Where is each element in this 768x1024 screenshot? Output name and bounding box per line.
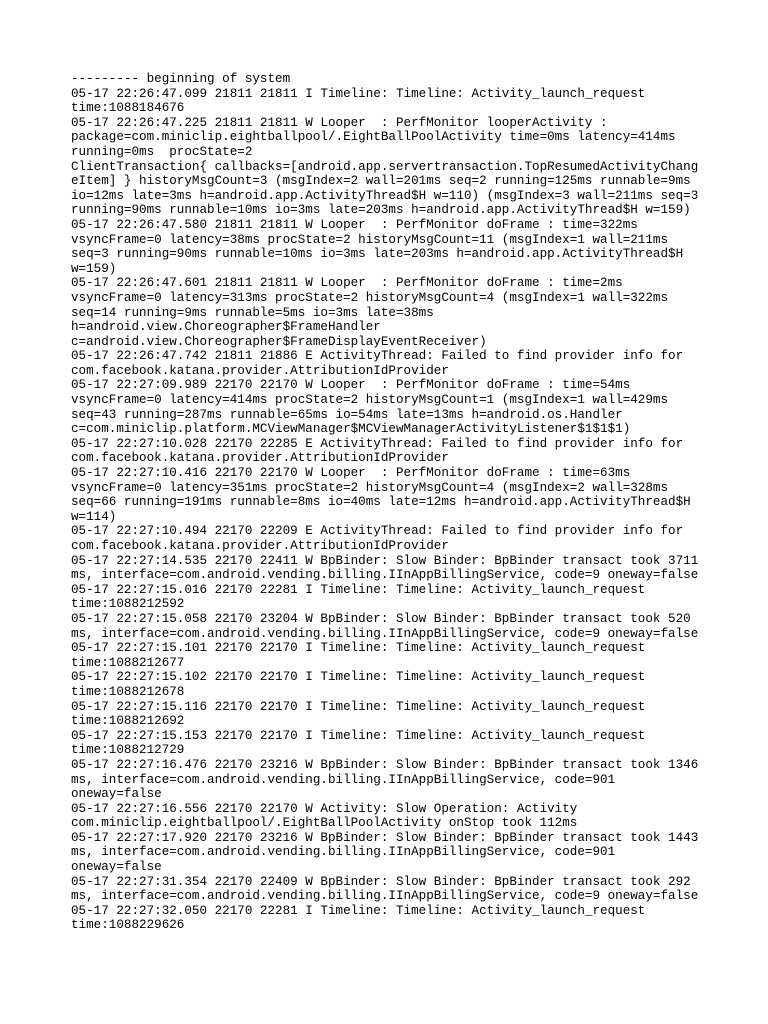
log-line: com.facebook.katana.provider.AttributionIdProvider	[71, 451, 449, 466]
log-line: time:1088212677	[71, 655, 185, 670]
log-line: seq=14 running=9ms runnable=5ms io=3ms late=38ms	[71, 305, 434, 320]
log-line: 05-17 22:27:31.354 22170 22409 W BpBinder: Slow Binder: BpBinder transact took 292	[71, 874, 691, 889]
log-line: c=android.view.Choreographer$FrameDisplayEventReceiver)	[71, 334, 487, 349]
log-line: 05-17 22:26:47.601 21811 21811 W Looper : PerfMonitor doFrame : time=2ms	[71, 276, 623, 291]
log-line: com.facebook.katana.provider.AttributionIdProvider	[71, 539, 449, 553]
log-line: 05-17 22:27:15.016 22170 22281 I Timeline: Timeline: Activity_launch_request	[71, 582, 646, 597]
log-line: w=159)	[71, 261, 117, 276]
log-line: ms, interface=com.android.vending.billing.IInAppBillingService, code=901	[71, 772, 616, 787]
log-line: time:1088212592	[71, 597, 185, 612]
log-line: h=android.view.Choreographer$FrameHandler	[71, 320, 381, 335]
log-line: 05-17 22:27:14.535 22170 22411 W BpBinder: Slow Binder: BpBinder transact took 3711	[71, 553, 699, 568]
log-line: c=com.miniclip.platform.MCViewManager$MCViewManagerActivityListener$1$1$1)	[71, 422, 631, 437]
log-line: 05-17 22:27:16.476 22170 23216 W BpBinder: Slow Binder: BpBinder transact took 1346	[71, 757, 699, 772]
log-line: running=0ms procState=2	[71, 144, 253, 159]
log-line: 05-17 22:26:47.099 21811 21811 I Timeline: Timeline: Activity_launch_request	[71, 86, 646, 101]
log-line: seq=3 running=90ms runnable=10ms io=3ms late=203ms h=android.app.ActivityThread$H	[71, 247, 684, 262]
log-line: oneway=false	[71, 860, 162, 875]
log-line: 05-17 22:26:47.580 21811 21811 W Looper : PerfMonitor doFrame : time=322ms	[71, 217, 638, 232]
log-line: time:1088212678	[71, 684, 185, 699]
log-line: seq=66 running=191ms runnable=8ms io=40ms late=12ms h=android.app.ActivityThread$H	[71, 495, 691, 510]
log-line: 05-17 22:27:10.416 22170 22170 W Looper : PerfMonitor doFrame : time=63ms	[71, 466, 631, 481]
log-line: package=com.miniclip.eightballpool/.EightBallPoolActivity time=0ms latency=414ms	[71, 130, 676, 145]
log-line: 05-17 22:27:32.050 22170 22281 I Timeline: Timeline: Activity_launch_request	[71, 903, 646, 918]
log-line: running=90ms runnable=10ms io=3ms late=203ms h=android.app.ActivityThread$H w=159)	[71, 203, 691, 218]
log-line: 05-17 22:26:47.225 21811 21811 W Looper : PerfMonitor looperActivity :	[71, 115, 608, 130]
log-line: vsyncFrame=0 latency=351ms procState=2 historyMsgCount=4 (msgIndex=2 wall=328ms	[71, 480, 669, 495]
log-line: 05-17 22:26:47.742 21811 21886 E ActivityThread: Failed to find provider info for	[71, 349, 684, 364]
log-line: 05-17 22:27:15.153 22170 22170 I Timeline: Timeline: Activity_launch_request	[71, 728, 646, 743]
log-line: ms, interface=com.android.vending.billing.IInAppBillingService, code=9 oneway=false	[71, 568, 699, 583]
log-line: time:1088212692	[71, 714, 185, 729]
log-line: io=12ms late=3ms h=android.app.ActivityThread$H w=110) (msgIndex=3 wall=211ms seq=3	[71, 188, 699, 203]
log-line: 05-17 22:27:09.989 22170 22170 W Looper : PerfMonitor doFrame : time=54ms	[71, 378, 631, 393]
log-line: time:1088229626	[71, 918, 185, 933]
log-line: 05-17 22:27:10.494 22170 22209 E ActivityThread: Failed to find provider info for	[71, 524, 684, 539]
log-line: vsyncFrame=0 latency=38ms procState=2 historyMsgCount=11 (msgIndex=1 wall=211ms	[71, 232, 669, 247]
log-line: 05-17 22:27:15.116 22170 22170 I Timeline: Timeline: Activity_launch_request	[71, 699, 646, 714]
log-line: 05-17 22:27:10.028 22170 22285 E ActivityThread: Failed to find provider info for	[71, 436, 684, 451]
log-line: ClientTransaction{ callbacks=[android.app.servertransaction.TopResumedActivityChang	[71, 159, 699, 174]
log-line: time:1088212729	[71, 743, 185, 758]
log-line: time:1088184676	[71, 101, 185, 116]
log-line: vsyncFrame=0 latency=414ms procState=2 historyMsgCount=1 (msgIndex=1 wall=429ms	[71, 393, 669, 408]
log-line: 05-17 22:27:15.058 22170 23204 W BpBinder: Slow Binder: BpBinder transact took 520	[71, 611, 691, 626]
log-line: 05-17 22:27:15.102 22170 22170 I Timeline: Timeline: Activity_launch_request	[71, 670, 646, 685]
log-line: 05-17 22:27:17.920 22170 23216 W BpBinder: Slow Binder: BpBinder transact took 1443	[71, 830, 699, 845]
log-line: seq=43 running=287ms runnable=65ms io=54ms late=13ms h=android.os.Handler	[71, 407, 623, 422]
log-line: w=114)	[71, 509, 117, 524]
log-line: ms, interface=com.android.vending.billing.IInAppBillingService, code=9 oneway=false	[71, 626, 699, 641]
log-line: com.facebook.katana.provider.AttributionIdProvider	[71, 363, 449, 378]
log-document	[71, 72, 711, 933]
log-line: oneway=false	[71, 787, 162, 802]
log-line: 05-17 22:27:15.101 22170 22170 I Timeline: Timeline: Activity_launch_request	[71, 641, 646, 656]
log-line: eItem] } historyMsgCount=3 (msgIndex=2 wall=201ms seq=2 running=125ms runnable=9ms	[71, 174, 691, 189]
log-line: ms, interface=com.android.vending.billing.IInAppBillingService, code=901	[71, 845, 616, 860]
log-line: vsyncFrame=0 latency=313ms procState=2 historyMsgCount=4 (msgIndex=1 wall=322ms	[71, 290, 669, 305]
log-line: com.miniclip.eightballpool/.EightBallPoolActivity onStop took 112ms	[71, 816, 578, 831]
log-line: 05-17 22:27:16.556 22170 22170 W Activity: Slow Operation: Activity	[71, 801, 578, 816]
log-line: ms, interface=com.android.vending.billing.IInAppBillingService, code=9 oneway=false	[71, 889, 699, 904]
log-line: --------- beginning of system	[71, 72, 291, 86]
